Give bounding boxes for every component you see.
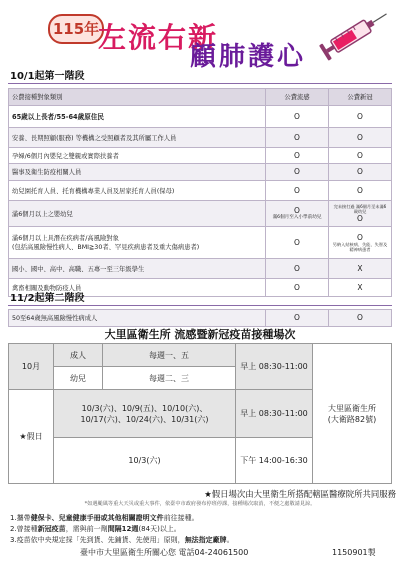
row-category-cell <box>9 226 266 258</box>
contact-line: 臺中市大里區衛生所關心您 電話04-24061500 <box>80 548 249 557</box>
title-line2: 顧肺護心 <box>190 42 307 72</box>
row-covid-cell <box>329 200 392 226</box>
row-flu: O <box>266 147 329 164</box>
am-time: 早上 08:30-11:00 <box>236 344 313 390</box>
table-row <box>9 258 392 278</box>
table-row <box>9 180 392 200</box>
location-name: 大里區衛生所 <box>328 403 376 413</box>
row-flu-note: 滿6個月至入小學前幼兒 <box>272 214 322 220</box>
row-covid: X <box>329 278 392 296</box>
row-flu: O <box>266 164 329 181</box>
location-address: (大衛路82號) <box>327 414 377 424</box>
phase1-label: 10/1起第一階段 <box>10 71 85 82</box>
row-flu: O <box>266 310 329 327</box>
note-1-bold: 健保卡、兒童健康手冊或其他相關證明文件 <box>30 514 164 522</box>
row-covid: O <box>357 232 363 242</box>
phase1-divider <box>8 83 392 84</box>
extra-date: 10/3(六) <box>54 438 236 484</box>
weather-note: *如遇颱風等重大天災或重大事件，依臺中市政府發布停班停課，接種場次取消，不便之處敬請見諒。 <box>84 501 316 507</box>
holiday-label: ★假日 <box>9 390 54 484</box>
table-row <box>9 310 392 327</box>
phase1-heading <box>8 70 85 84</box>
table-header-row <box>9 89 392 106</box>
adult-days: 每週一、五 <box>103 344 236 367</box>
syringe-icon <box>316 4 396 62</box>
holiday-am-time: 早上 08:30-11:00 <box>236 390 313 438</box>
table-row <box>9 200 392 226</box>
holiday-dates-line1: 10/3(六)、10/9(五)、10/10(六)、 <box>81 403 208 413</box>
row-category: 國小、國中、高中、高職、五專一至三年級學生 <box>9 258 266 278</box>
row-flu: O <box>266 180 329 200</box>
table-row <box>9 226 392 258</box>
row-covid: O <box>329 147 392 164</box>
child-label: 幼兒 <box>54 367 103 390</box>
note-1 <box>10 513 199 523</box>
adult-label: 成人 <box>54 344 103 367</box>
schedule-row <box>9 344 392 367</box>
note-2-mid: ，需與前一劑 <box>65 525 108 533</box>
schedule-table <box>8 343 392 484</box>
row-flu: O <box>266 278 329 296</box>
phase2-table <box>8 309 392 327</box>
month-cell: 10月 <box>9 344 54 390</box>
header-covid: 公費新冠 <box>329 89 392 106</box>
row-category-detail: (包括高風險慢性病人、BMI≧30者、罕見疾病患者及重大傷病患者) <box>12 244 200 251</box>
note-3-pre: 3.疫苗依中央規定採「先到貨、先鋪貨、先使用」原則， <box>10 536 185 544</box>
row-category: 滿6個月以上之嬰幼兒 <box>9 200 266 226</box>
phase2-label: 11/2起第二階段 <box>10 293 85 304</box>
row-flu: O <box>294 205 300 215</box>
holiday-note: ★假日場次由大里衛生所搭配轄區醫療院所共同服務 <box>204 489 396 499</box>
row-flu: O <box>266 258 329 278</box>
row-flu-cell <box>266 200 329 226</box>
title-line1: 左流右新 <box>98 21 219 54</box>
note-2 <box>10 524 181 534</box>
table-row <box>9 147 392 164</box>
table-row <box>9 164 392 181</box>
pm-time: 下午 14:00-16:30 <box>236 438 313 484</box>
row-category: 65歲以上長者/55-64歲原住民 <box>9 105 266 127</box>
poster-header <box>0 0 400 72</box>
note-3 <box>10 535 234 545</box>
row-covid-note: 完未接打過 滿6個月至未滿6歲幼兒 <box>333 203 387 214</box>
header-flu: 公費流感 <box>266 89 329 106</box>
schedule-title: 大里區衛生所 流感暨新冠疫苗接種場次 <box>104 328 296 341</box>
row-category: 禽畜相關及動物防疫人員 <box>9 278 266 296</box>
row-covid: O <box>329 164 392 181</box>
note-1-pre: 1.攜帶 <box>10 514 31 522</box>
note-3-post: 。 <box>226 536 234 544</box>
row-covid-note: 另納入結核病、失能、失智及精神病患者 <box>332 241 388 252</box>
row-covid: O <box>357 213 363 223</box>
row-covid: O <box>329 105 392 127</box>
holiday-dates-line2: 10/17(六)、10/24(六)、10/31(六) <box>80 414 209 424</box>
row-category: 50至64歲無高風險慢性病成人 <box>9 310 266 327</box>
print-code: 1150901製 <box>332 548 376 557</box>
holiday-dates <box>54 390 236 438</box>
row-flu: O <box>266 127 329 147</box>
row-covid: X <box>329 258 392 278</box>
row-category: 幼兒園托育人員、托育機構專業人員及居家托育人員(保母) <box>9 180 266 200</box>
row-category: 醫事及衛生防疫相關人員 <box>9 164 266 181</box>
location-cell <box>313 344 392 484</box>
row-category: 安養、長期照顧(服務) 等機構之受照顧者及其所屬工作人員 <box>9 127 266 147</box>
table-row <box>9 105 392 127</box>
note-2-bold2: 間隔12週 <box>107 525 139 533</box>
row-flu: O <box>266 105 329 127</box>
row-covid: O <box>329 127 392 147</box>
row-flu: O <box>266 226 329 258</box>
note-3-bold: 無法指定廠牌 <box>184 536 227 544</box>
phase2-divider <box>8 305 392 306</box>
year-badge: 115年 <box>48 14 104 44</box>
note-1-post: 前往接種。 <box>163 514 199 522</box>
row-covid-cell <box>329 226 392 258</box>
child-days: 每週二、三 <box>103 367 236 390</box>
row-category: 滿6個月以上具潛在疾病者/高風險對象 <box>12 235 119 242</box>
note-2-pre: 2.曾接種 <box>10 525 38 533</box>
header-category: 公費接種對象類別 <box>9 89 266 106</box>
phase1-table <box>8 88 392 297</box>
row-category: 孕婦/6個月內嬰兒之雙親或實際扶養者 <box>9 147 266 164</box>
table-row <box>9 127 392 147</box>
row-covid: O <box>329 180 392 200</box>
row-covid: O <box>329 310 392 327</box>
note-2-post: (84天)以上。 <box>138 525 181 533</box>
phase2-heading <box>8 292 85 306</box>
note-2-bold1: 新冠疫苗 <box>37 525 66 533</box>
